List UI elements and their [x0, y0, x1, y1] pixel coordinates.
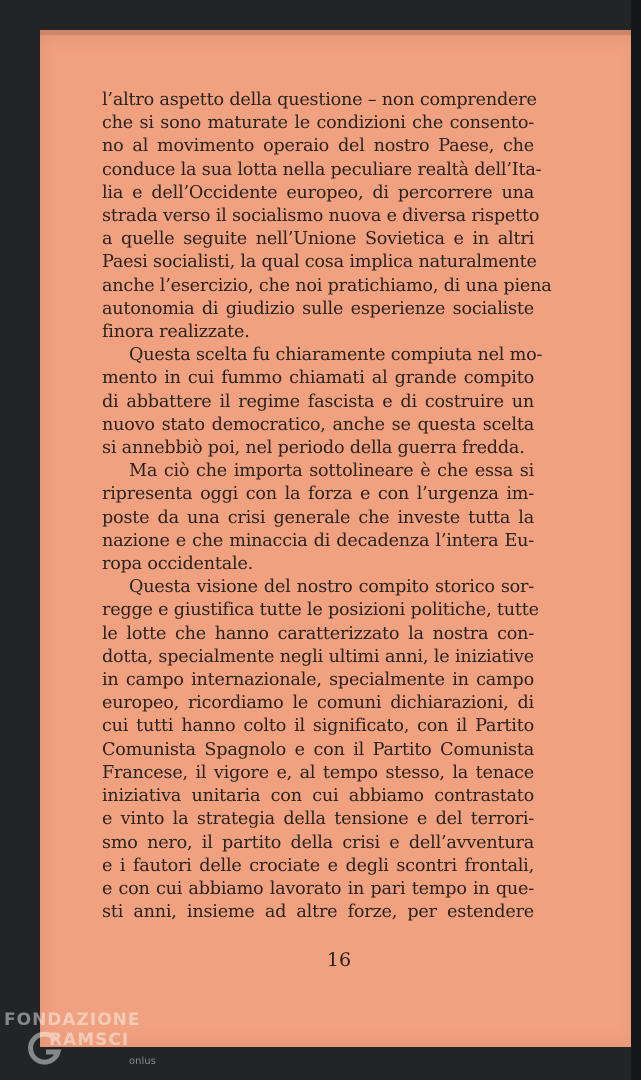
- text-line: Questa scelta fu chiaramente compiuta nel mo-: [129, 345, 543, 366]
- text-line: iniziativa unitaria con cui abbiamo contrastato: [102, 786, 534, 807]
- text-line: europeo, ricordiamo le comuni dichiarazioni, di: [102, 693, 534, 714]
- text-line: ropa occidentale.: [102, 554, 254, 575]
- text-line: in campo internazionale, specialmente in campo: [102, 670, 534, 691]
- text-line: lia e dell’Occidente europeo, di percorrere una: [102, 182, 534, 203]
- text-line: no al movimento operaio del nostro Paese, che: [102, 136, 534, 157]
- text-line: mento in cui fummo chiamati al grande compito: [102, 368, 534, 389]
- text-line: Comunista Spagnolo e con il Partito Comunista: [102, 739, 534, 760]
- text-line: l’altro aspetto della questione – non comprendere: [102, 90, 537, 110]
- text-line: Paesi socialisti, la qual cosa implica naturalmente: [102, 252, 537, 273]
- text-line: e con cui abbiamo lavorato in pari tempo in que-: [102, 878, 534, 899]
- text-line: le lotte che hanno caratterizzato la nostra con-: [102, 623, 534, 644]
- text-line: sti anni, insieme ad altre forze, per estendere: [102, 902, 534, 923]
- text-line: poste da una crisi generale che investe tutta la: [102, 507, 534, 528]
- watermark-line-1: FONDAZIONE: [4, 1010, 141, 1030]
- text-line: strada verso il socialismo nuova e diversa rispetto: [102, 206, 540, 227]
- body-text: [102, 89, 552, 924]
- text-line: autonomia di giudizio sulle esperienze socialiste: [102, 298, 534, 319]
- scanner-edge: [631, 0, 641, 1080]
- text-line: ripresenta oggi con la forza e con l’urgenza im-: [102, 484, 534, 505]
- text-line: e vinto la strategia della tensione e del terrori-: [102, 809, 534, 830]
- page-number: 16: [326, 949, 352, 971]
- text-line: Francese, il vigore e, al tempo stesso, la tenace: [102, 762, 534, 783]
- text-line: Questa visione del nostro compito storico sor-: [129, 577, 534, 598]
- text-line: si annebbiò poi, nel periodo della guerra fredda.: [102, 438, 525, 459]
- text-line: e i fautori delle crociate e degli scontri frontali,: [102, 855, 534, 876]
- watermark-line-2: RAMSCI: [49, 1030, 130, 1050]
- text-line: regge e giustifica tutte le posizioni politiche, tutte: [102, 600, 539, 621]
- text-line: che si sono maturate le condizioni che consento-: [102, 113, 534, 134]
- text-line: Ma ciò che importa sottolineare è che essa si: [129, 461, 534, 482]
- text-line: a quelle seguite nell’Unione Sovietica e in altri: [102, 229, 534, 250]
- text-line: conduce la sua lotta nella peculiare realtà dell’Ita-: [102, 159, 542, 180]
- text-line: finora realizzate.: [102, 322, 250, 343]
- text-line: dotta, specialmente negli ultimi anni, le iniziative: [102, 646, 534, 667]
- text-line: cui tutti hanno colto il significato, con il Partito: [102, 716, 534, 737]
- text-line: smo nero, il partito della crisi e dell’avventura: [102, 832, 534, 853]
- watermark-line-3: onlus: [129, 1056, 156, 1067]
- fondazione-gramsci-watermark: [4, 1010, 164, 1080]
- text-line: nuovo stato democratico, anche se questa scelta: [102, 414, 534, 435]
- text-line: nazione e che minaccia di decadenza l’intera Eu-: [102, 530, 534, 551]
- text-line: di abbattere il regime fascista e di costruire un: [102, 391, 534, 412]
- text-line: anche l’esercizio, che noi pratichiamo, di una piena: [102, 275, 552, 296]
